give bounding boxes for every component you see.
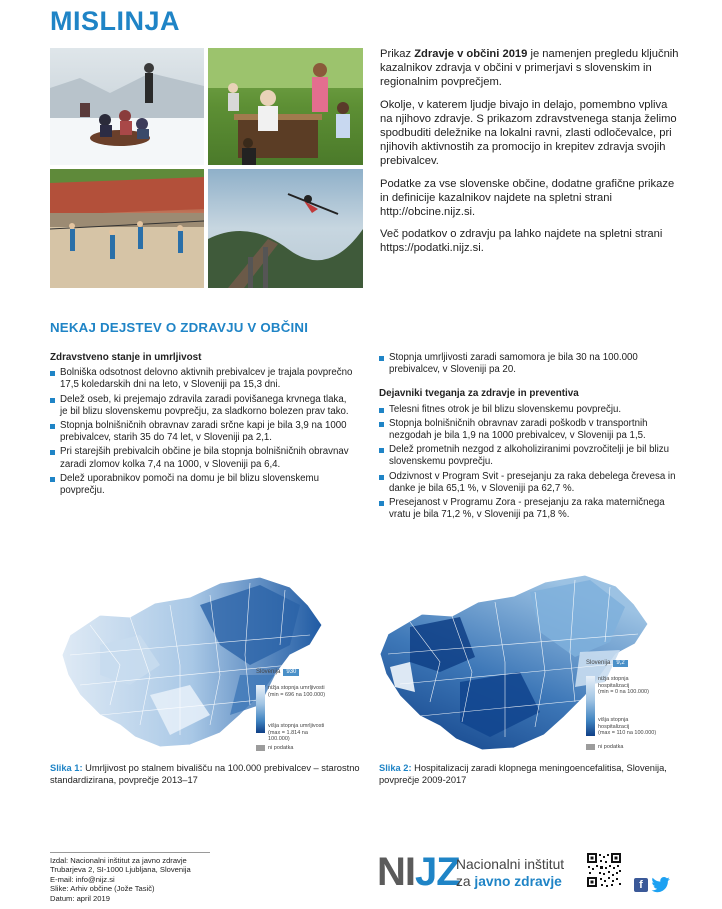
photo-winter-sledding bbox=[50, 48, 204, 165]
list-item: Bolniška odsotnost delovno aktivnih prebivalcev je trajala povprečno 17,5 koledarskih dni na leto, v Sloveniji pa 15,3 dni. bbox=[50, 367, 355, 391]
intro-paragraph-2: Okolje, v katerem ljudje bivajo in delajo, pomembno vpliva na njihovo zdravje. S prikazom zdravstvenega stanja želimo spodbuditi deležnike na lokalni ravni, zlasti odločevalce, pri njihovih aktivnostih za promocijo in krepitev zdravja svojih prebivalcev. bbox=[380, 98, 677, 168]
legend-slovenia: Slovenija 9,2 bbox=[586, 660, 628, 667]
map2-legend bbox=[380, 572, 670, 757]
health-list-continued bbox=[379, 352, 684, 376]
imprint-line: Izdal: Nacionalni inštitut za javno zdravje bbox=[50, 856, 187, 865]
health-list bbox=[50, 367, 355, 497]
legend-color-scale bbox=[586, 676, 595, 736]
facts-left-column bbox=[50, 352, 355, 499]
intro-paragraph-3: Podatke za vse slovenske občine, dodatne grafične prikaze in definicije kazalnikov najdete na spletni strani http://obcine.nijz.si. bbox=[380, 177, 675, 219]
qr-code-icon[interactable] bbox=[586, 852, 622, 888]
facts-section-title: NEKAJ DEJSTEV O ZDRAVJU V OBČINI bbox=[50, 320, 309, 335]
list-item: Pri starejših prebivalcih občine je bila stopnja bolnišničnih obravnav zaradi zlomov kolka 7,4 na 1000, v Sloveniji pa 6,4. bbox=[50, 446, 355, 470]
footer-divider bbox=[50, 852, 210, 853]
legend-na-swatch bbox=[586, 744, 595, 750]
imprint-line: Slike: Arhiv občine (Jože Tasič) bbox=[50, 884, 155, 894]
list-item: Delež prometnih nezgod z alkoholiziranimi povzročitelji je bil blizu slovenskemu povprečju. bbox=[379, 444, 684, 468]
list-item: Odzivnost v Program Svit - presejanju za raka debelega črevesa in danke je bila 65,1 %, v Sloveniji pa 62,7 %. bbox=[379, 471, 684, 495]
imprint-line: Trubarjeva 2, SI-1000 Ljubljana, Slovenija bbox=[50, 865, 191, 875]
intro-text bbox=[380, 47, 680, 264]
intro-paragraph-1: Prikaz Zdravje v občini 2019 je namenjen pregledu ključnih kazalnikov zdravja v občini v primerjavi s slovenskim in regionalnim povprečjem. bbox=[380, 48, 679, 89]
list-item: Telesni fitnes otrok je bil blizu slovenskemu povprečju. bbox=[379, 404, 684, 416]
photo-collage bbox=[50, 48, 363, 288]
list-item: Presejanost v Programu Zora - presejanju za raka materničnega vratu je bila 71,2 %, v Sloveniji pa 71,8 %. bbox=[379, 497, 684, 521]
figure-2-caption: Slika 2: Hospitalizacij zaradi klopnega meningoencefalitisa, Slovenija, povprečje 2009-2017 bbox=[379, 763, 667, 785]
nijz-org-name: Nacionalni inštitut za javno zdravje bbox=[456, 857, 565, 889]
list-item: Stopnja bolnišničnih obravnav zaradi srčne kapi je bila 3,9 na 1000 prebivalcev, starih 35 do 74 let, v Sloveniji pa 2,1. bbox=[50, 420, 355, 444]
twitter-icon[interactable] bbox=[651, 877, 671, 893]
photo-beach-volleyball bbox=[50, 169, 204, 288]
photo-ski-jumping bbox=[208, 169, 363, 288]
imprint bbox=[50, 856, 191, 903]
legend-low-label: nižja stopnja hospitalizacij (min = 0 na 100.000) bbox=[598, 676, 649, 695]
figure-1-caption: Slika 1: Umrljivost po stalnem bivališču na 100.000 prebivalcev – starostno standardizirana, povprečje 2013–17 bbox=[50, 763, 360, 785]
legend-color-scale bbox=[256, 685, 265, 733]
legend-high-label: višja stopnja umrljivosti (max = 1.814 na 100.000) bbox=[268, 723, 325, 742]
imprint-line: Datum: april 2019 bbox=[50, 893, 110, 903]
facts-right-column bbox=[379, 352, 684, 523]
photo-school-garden bbox=[208, 48, 363, 165]
risk-heading: Dejavniki tveganja za zdravje in preventiva bbox=[379, 388, 579, 400]
list-item: Delež oseb, ki prejemajo zdravila zaradi povišanega krvnega tlaka, je bil blizu slovenskemu povprečju, za sladkorno bolezen prav tako. bbox=[50, 394, 355, 418]
mortality-map bbox=[60, 575, 338, 755]
legend-high-label: višja stopnja hospitalizacij (max = 110 na 100.000) bbox=[598, 717, 657, 736]
legend-slovenia: Slovenija 930 bbox=[256, 669, 299, 676]
health-heading: Zdravstveno stanje in umrljivost bbox=[50, 352, 202, 363]
page-title: MISLINJA bbox=[50, 6, 181, 36]
legend-na-label: ni podatka bbox=[268, 745, 294, 751]
list-item: Delež uporabnikov pomoči na domu je bil blizu slovenskemu povprečju. bbox=[50, 473, 355, 497]
intro-paragraph-4: Več podatkov o zdravju pa lahko najdete na spletni strani https://podatki.nijz.si. bbox=[380, 228, 663, 255]
facebook-icon[interactable]: f bbox=[634, 878, 648, 892]
tbe-hospitalization-map bbox=[380, 572, 670, 757]
list-item: Stopnja umrljivosti zaradi samomora je bila 30 na 100.000 prebivalcev, v Sloveniji pa 20. bbox=[379, 352, 684, 376]
nijz-logo: NIJZ bbox=[377, 850, 460, 894]
risk-list bbox=[379, 404, 684, 522]
imprint-email[interactable]: E-mail: info@nijz.si bbox=[50, 874, 115, 884]
legend-low-label: nižja stopnja umrljivosti (min = 696 na 100.000) bbox=[268, 685, 326, 698]
list-item: Stopnja bolnišničnih obravnav zaradi poškodb v transportnih nezgodah je bila 1,9 na 1000 prebivalcev, v Sloveniji pa 1,5. bbox=[379, 418, 684, 442]
legend-na-label: ni podatka bbox=[598, 744, 624, 750]
legend-na-swatch bbox=[256, 745, 265, 751]
map1-legend bbox=[60, 575, 338, 755]
